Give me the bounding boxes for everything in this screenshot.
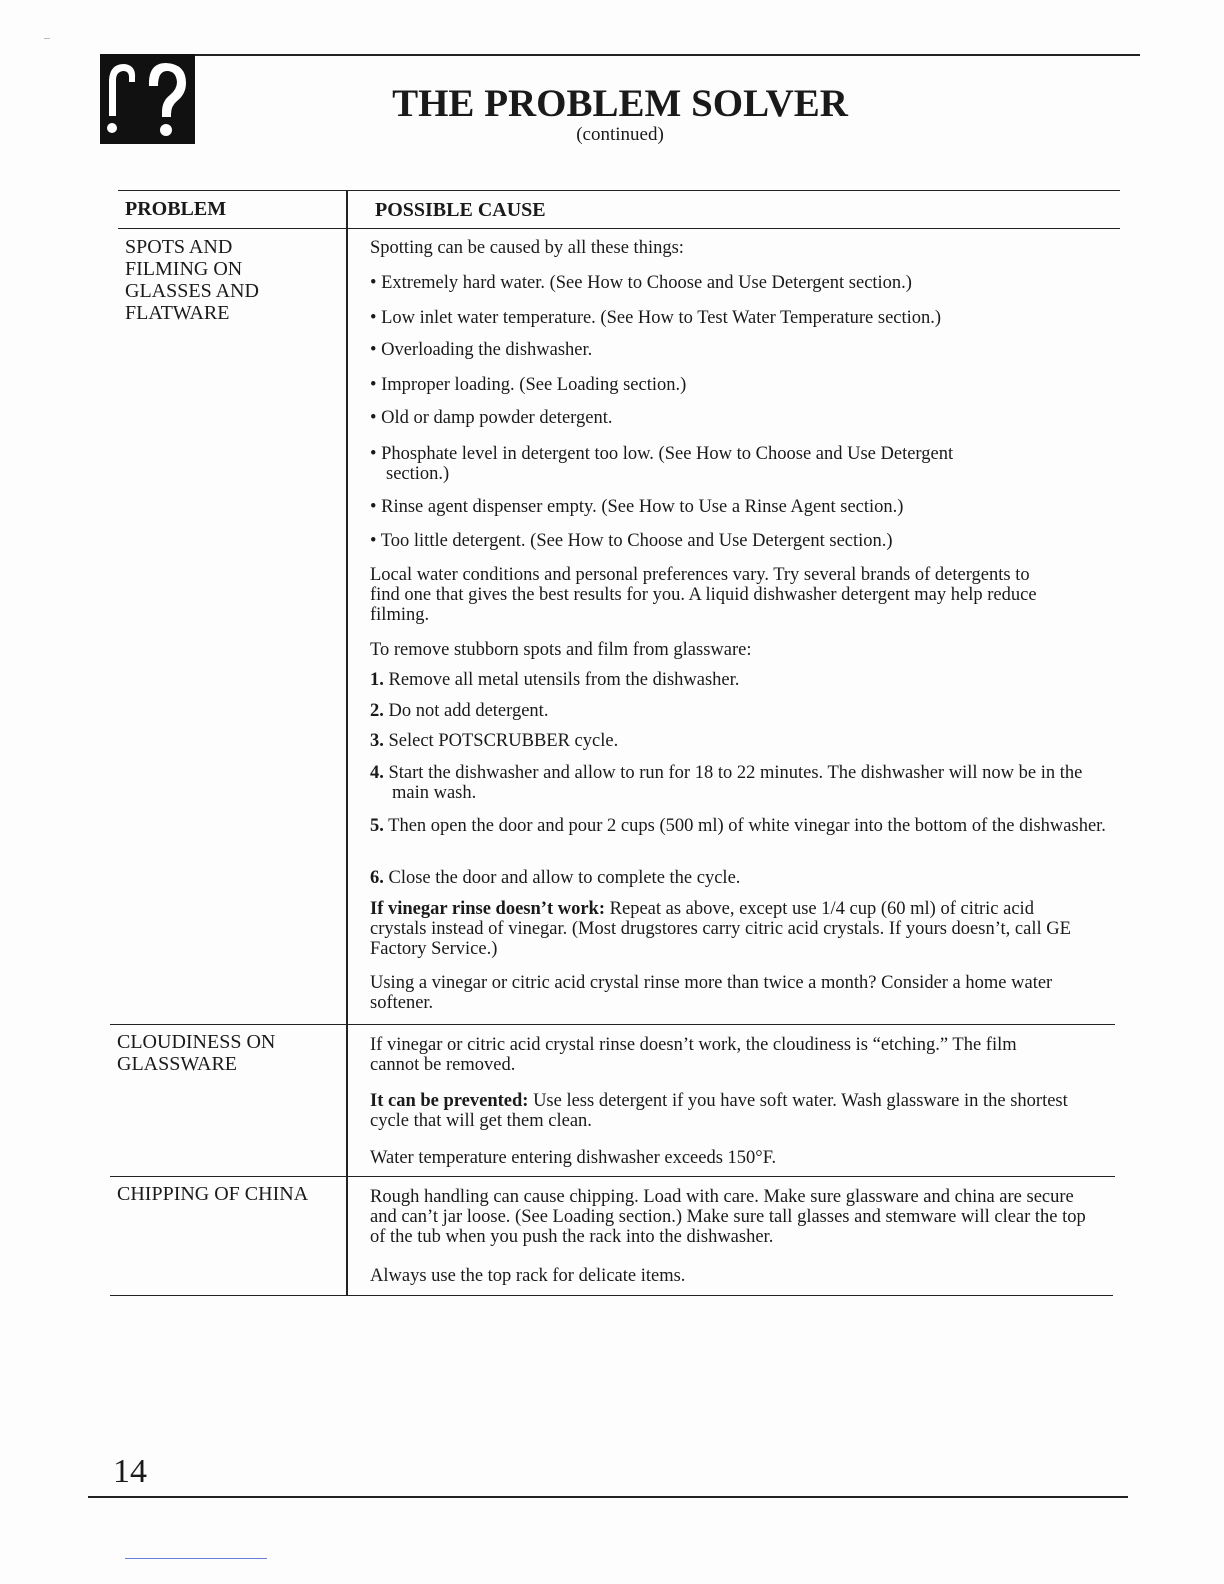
steps-heading: To remove stubborn spots and film from glassware: bbox=[370, 640, 752, 660]
step-number: 1. bbox=[370, 670, 384, 690]
step-4 bbox=[370, 763, 1102, 803]
step-text: Select POTSCRUBBER cycle. bbox=[388, 731, 619, 751]
row-divider bbox=[110, 1176, 1115, 1177]
vinegar-rinse-lead: If vinegar rinse doesn’t work: bbox=[370, 899, 606, 919]
vinegar-rinse-note bbox=[370, 899, 1095, 959]
step-number: 4. bbox=[370, 763, 384, 783]
problem-cloudiness: CLOUDINESS ON GLASSWARE bbox=[117, 1031, 276, 1075]
cause-bullet: • Overloading the dishwasher. bbox=[370, 340, 593, 360]
prevention-lead: It can be prevented: bbox=[370, 1091, 529, 1111]
question-mark-icon bbox=[100, 54, 195, 144]
cause-bullet: • Low inlet water temperature. (See How to Test Water Temperature section.) bbox=[370, 308, 942, 328]
cause-bullet: • Improper loading. (See Loading section.) bbox=[370, 375, 687, 395]
etching-note: If vinegar or citric acid crystal rinse doesn’t work, the cloudiness is “etching.” The film cannot be removed. bbox=[370, 1035, 1017, 1075]
cause-bullet: • Too little detergent. (See How to Choose and Use Detergent section.) bbox=[370, 531, 893, 551]
step-number: 6. bbox=[370, 868, 384, 888]
page-title: THE PROBLEM SOLVER bbox=[392, 82, 848, 125]
water-softener-note: Using a vinegar or citric acid crystal rinse more than twice a month? Consider a home water softener. bbox=[370, 973, 1053, 1013]
cause-bullet: • Old or damp powder detergent. bbox=[370, 408, 613, 428]
cause-intro: Spotting can be caused by all these things: bbox=[370, 238, 684, 258]
header-rule bbox=[100, 54, 1140, 56]
local-conditions-note: Local water conditions and personal preferences vary. Try several brands of detergents to find one that gives the best results for you. A liquid dishwasher detergent may help reduce filming. bbox=[370, 565, 1037, 625]
column-header-possible-cause: POSSIBLE CAUSE bbox=[375, 199, 546, 221]
page-subtitle: (continued) bbox=[576, 124, 664, 145]
step-number: 3. bbox=[370, 731, 384, 751]
column-divider bbox=[346, 190, 348, 1295]
step-text: Start the dishwasher and allow to run for 18 to 22 minutes. The dishwasher will now be in the main wash. bbox=[388, 763, 1083, 803]
problem-spots-and-filming: SPOTS AND FILMING ON GLASSES AND FLATWARE bbox=[125, 236, 259, 324]
footer-rule bbox=[88, 1496, 1128, 1498]
step-3 bbox=[370, 731, 1132, 751]
cause-bullet: • Phosphate level in detergent too low. (See How to Choose and Use Detergent section.) bbox=[370, 444, 954, 484]
vinegar-rinse-text: Repeat as above, except use 1/4 cup (60 ml) of citric acid crystals instead of vinegar. (Most drugstores carry citric acid crystals. If yours doesn’t, call GE Factory Service.) bbox=[370, 899, 1071, 959]
step-number: 5. bbox=[370, 816, 384, 836]
step-text: Do not add detergent. bbox=[388, 701, 549, 721]
step-text: Close the door and allow to complete the cycle. bbox=[388, 868, 741, 888]
page-number: 14 bbox=[113, 1453, 147, 1490]
column-header-problem: PROBLEM bbox=[125, 198, 227, 220]
cause-bullet: • Rinse agent dispenser empty. (See How to Use a Rinse Agent section.) bbox=[370, 497, 904, 517]
problem-chipping: CHIPPING OF CHINA bbox=[117, 1183, 309, 1205]
top-rack-note: Always use the top rack for delicate items. bbox=[370, 1266, 686, 1286]
cause-bullet: • Extremely hard water. (See How to Choose and Use Detergent section.) bbox=[370, 273, 912, 293]
step-1 bbox=[370, 670, 1132, 690]
rough-handling-note: Rough handling can cause chipping. Load with care. Make sure glassware and china are secure and can’t jar loose. (See Loading section.) Make sure tall glasses and stemware will clear the top of the tub when you push the rack into the dishwasher. bbox=[370, 1187, 1086, 1247]
scan-mark bbox=[44, 38, 50, 39]
step-2 bbox=[370, 701, 1132, 721]
table-top-rule bbox=[118, 190, 1120, 191]
row-divider bbox=[110, 1024, 1115, 1025]
table-bottom-rule bbox=[110, 1295, 1113, 1296]
prevention-text: Use less detergent if you have soft water. Wash glassware in the shortest cycle that will get them clean. bbox=[370, 1091, 1068, 1131]
step-text: Then open the door and pour 2 cups (500 ml) of white vinegar into the bottom of the dishwasher. bbox=[388, 816, 1106, 836]
step-5 bbox=[370, 816, 1117, 836]
scan-artifact-line bbox=[125, 1558, 267, 1559]
table-header-rule bbox=[118, 228, 1120, 229]
prevention-note bbox=[370, 1091, 1085, 1131]
step-text: Remove all metal utensils from the dishwasher. bbox=[388, 670, 740, 690]
step-number: 2. bbox=[370, 701, 384, 721]
water-temperature-note: Water temperature entering dishwasher exceeds 150°F. bbox=[370, 1148, 777, 1168]
step-6 bbox=[370, 868, 1132, 888]
